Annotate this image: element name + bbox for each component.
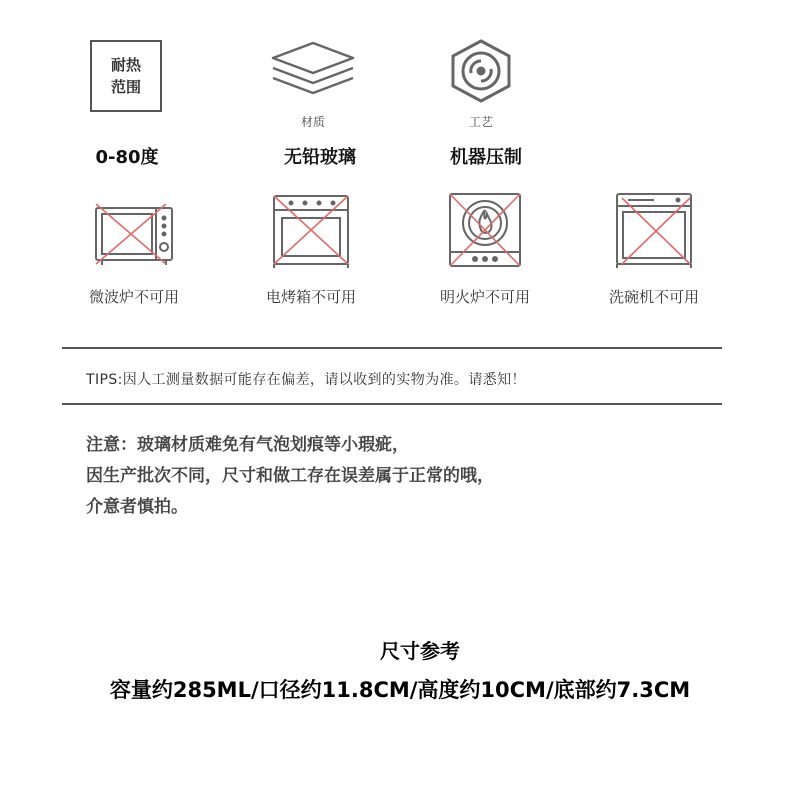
glass-layers-icon: [268, 38, 358, 98]
tips-bottom-rule: [62, 403, 722, 405]
heat-range-box: [90, 40, 162, 112]
dishwasher-label: 洗碗机不可用: [608, 288, 699, 306]
size-details: 容量约285ML/口径约11.8CM/高度约10CM/底部约7.3CM: [109, 678, 691, 702]
craft-label: 工艺: [468, 115, 493, 129]
heat-range-label: [104, 54, 148, 98]
tips-text: TIPS:因人工测量数据可能存在偏差，请以收到的实物为准。请悉知！: [86, 372, 526, 388]
dishwasher-icon: [614, 190, 694, 270]
material-value: 无铅玻璃: [284, 147, 356, 168]
pressed-disc-icon: [446, 38, 516, 104]
microwave-label: 微波炉不可用: [88, 288, 179, 306]
size-title: 尺寸参考: [380, 639, 460, 663]
notice-line3: 介意者慎拍。: [86, 497, 188, 517]
craft-value: 机器压制: [450, 147, 522, 168]
heat-range-value: 0-80度: [95, 147, 159, 168]
notice-line2: 因生产批次不同，尺寸和做工存在误差属于正常的哦，: [86, 466, 494, 486]
oven-icon: [271, 190, 351, 270]
material-label: 材质: [300, 115, 325, 129]
open-flame-stove-icon: [445, 190, 525, 270]
heat-label-line2: 范围: [110, 78, 141, 96]
tips-top-rule: [62, 347, 722, 349]
open-flame-stove-label: 明火炉不可用: [439, 288, 530, 306]
oven-label: 电烤箱不可用: [265, 288, 356, 306]
microwave-icon: [94, 190, 174, 270]
notice-line1: 注意：玻璃材质难免有气泡划痕等小瑕疵，: [86, 435, 409, 455]
heat-label-line1: 耐热: [110, 56, 141, 74]
